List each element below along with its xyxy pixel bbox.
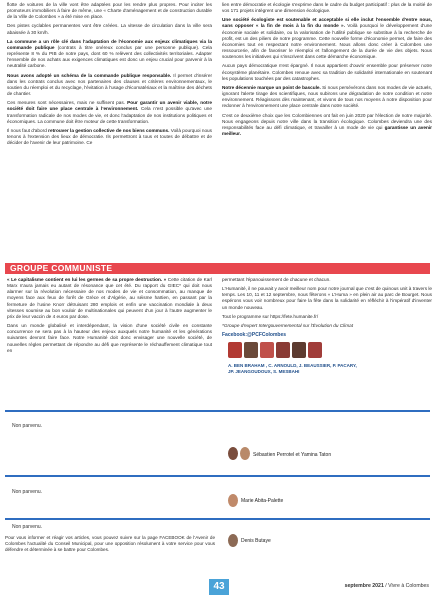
upper-right-column bbox=[222, 2, 432, 140]
paragraph-bold: Pour garantir un avenir viable, notre société doit faire une place centrale à l'environnement. bbox=[7, 100, 212, 112]
paragraph bbox=[222, 323, 432, 329]
paragraph-text: Cela n'est possible qu'avec une transformation radicale de nos modes de vie, et donc l'adaptation de nos institutions politiques et économiques. La commune doit être moteur de cette transformation. bbox=[7, 106, 212, 124]
author-name: Sébastien Perrotel et Yamina Taton bbox=[253, 452, 332, 458]
opposition-note: Pour vous informer et réagir vos articles, vous pouvez suivre sur la page FACEBOOK de l'Avenir de Colombes l'actualité du Conseil Municipal, pour une opposition résolument à votre service pour vous défendre et déterminée à se battre pour Colombes. bbox=[5, 535, 215, 552]
paragraph bbox=[222, 2, 432, 14]
author-photo bbox=[228, 534, 238, 547]
author-name: Denis Butaye bbox=[241, 538, 271, 544]
paragraph-text: Dans un monde globalisé et interdépendant, la vision d'une société civile en constante concurrence ne sera pas à la hauteur des enjeux auxquels notre humanité et les générations suivantes devront faire face. Notre Humanité doit donc envisager une nouvelle société, de nouvelles règles permettant de répondre au défi que représente le réchauffement climatique tout en bbox=[7, 323, 212, 353]
author-photo bbox=[276, 342, 290, 358]
paragraph bbox=[222, 85, 432, 110]
paragraph-bold: Notre décennie marque un point de bascule. bbox=[222, 84, 321, 90]
tribune-divider bbox=[5, 518, 430, 520]
paragraph bbox=[7, 73, 212, 98]
paragraph-text: Il permet d'insérer dans les contrats conclus avec nos partenaires des clauses et critères environnementaux, le soutien du réemploi et du recyclage, l'évitation à l'usage d'écomatériaux et la maîtrise des déchets de chantier. bbox=[7, 72, 213, 97]
author-photo bbox=[308, 342, 322, 358]
paragraph-bold: retrouver la gestion collective de nos biens communs. bbox=[48, 127, 170, 133]
author-photo bbox=[240, 447, 250, 460]
paragraph-text: C'est ce deuxième choix que les Colombiennes ont fait en juin 2020 par l'élection de notre majorité. Nous engageons depuis notre ville dans la transition écologique. Colombes deviendra une des responsabilités face au défi climatique, et travailler à un mode de vie qui bbox=[222, 112, 432, 130]
paragraph bbox=[7, 23, 212, 35]
paragraph-text: Si nous persévérons dans nos modes de vie actuels, ignorant l'alerte tirage des scientifiques, nous subirons une dégradation de notre condition et notre environnement. Réagissons dès maintenant, et vivons de tous nos moyens à notre disposition pour redonner à l'environnement une place centrale dans notre société. bbox=[222, 84, 432, 109]
footer-text bbox=[345, 583, 429, 589]
paragraph bbox=[7, 277, 212, 320]
upper-left-column bbox=[7, 2, 212, 149]
tribune-status: Non parvenu. bbox=[12, 423, 43, 429]
paragraph-bold: « Le capitalisme contient en lui les germes de sa propre destruction. » bbox=[7, 277, 167, 282]
tribune-divider bbox=[5, 410, 430, 412]
tribune-status: Non parvenu. bbox=[12, 524, 43, 530]
tribune-status: Non parvenu. bbox=[12, 489, 43, 495]
paragraph-text: flotte de voitures de la ville vont être adaptées pour les rendre plus propres. Pour inciter les promoteurs immobiliers à faire de même, une « Charte d'aménagement et de construction durable de la Ville de Colombes » a été mise en place. bbox=[7, 2, 212, 20]
communist-left-column bbox=[7, 277, 212, 357]
footer-magazine: / Vivre à Colombes bbox=[383, 583, 429, 589]
authors-list bbox=[228, 363, 357, 375]
paragraph-bold: Une société écologiste est soutenable et acceptable si elle inclut l'ensemble d'entre nous, sans opposer « la fin de mois à la fin du monde ». bbox=[222, 17, 432, 29]
paragraph bbox=[7, 39, 212, 70]
footnote: *Groupe d'expert Intergouvernemental sur l'Évolution du Climat bbox=[222, 322, 354, 328]
author-photo bbox=[228, 342, 242, 358]
paragraph bbox=[222, 314, 432, 320]
paragraph-text: Tout le programme sur https://fete.humanite.fr/ bbox=[222, 313, 319, 319]
author-name: Marie Abita-Palette bbox=[241, 498, 284, 504]
authors-photos bbox=[228, 342, 322, 358]
paragraph bbox=[7, 100, 212, 125]
paragraph-text: Il nous faut d'abord bbox=[7, 127, 49, 133]
author-photo bbox=[244, 342, 258, 358]
section-heading: GROUPE COMMUNISTE bbox=[10, 263, 113, 273]
paragraph-text: Voilà pourquoi le développement d'une économie sociale et solidaire, ou la valorisation de l'utilité publique se substitue à la recherche de profit, est un des piliers de notre programme. Cette nouvelle forme d'économie permet, de faire des économies tout en respectant notre environnement. Nous allons donc créer à Colombes une ressourcerie, afin de favoriser le réemploi et l'allongement de la durée de vie des objets. Nous soutenons les initiatives qui s'inscrivent dans cette démarche économique. bbox=[222, 23, 433, 60]
paragraph bbox=[7, 2, 212, 20]
paragraph bbox=[222, 286, 432, 311]
paragraph-text: lien entre démocratie et écologie s'exprime dans le cadre du budget participatif : plus de la moitié de vos 171 projets intègrent une dimension écologique. bbox=[222, 2, 432, 14]
tribune-divider bbox=[5, 475, 430, 477]
paragraph-text: Cette citation de Karl Marx n'aura jamais eu autant de résonance que cet été. Du rapport du GIEC* qui doit nous alarmer sur la révolution nécessaire de nos modes de vie et consommation, au manque de moyens face aux feux de forêt de Grèce et d'Algérie, au séisme haïtien, en passant par la fermeture de l'usine Knorr détruisant 280 emplois et enfin une vaccination mondiale à deux vitesses soumise au bon vouloir de multinationales qui peuvent d'un jour à l'autre augmenter le prix de leur vaccin de 4 euros par dose. bbox=[7, 277, 212, 319]
paragraph bbox=[7, 128, 212, 146]
paragraph bbox=[222, 113, 432, 138]
paragraph-bold: Nous avons adopté un schéma de la commande publique responsable. bbox=[7, 72, 172, 78]
paragraph bbox=[222, 63, 432, 81]
paragraph-text: Des pistes cyclables permanentes vont être créées. La vitesse de circulation dans la ville sera abaissée à 30 km/h. bbox=[7, 23, 212, 35]
paragraph-text: L'Humanité, il ne pouvait y avoir meilleur nom pour notre journal que c'est de quinous unit à travers le temps. Les 10, 11 et 12 septembre, nous fêterons « L'Huma » en plein air au parc de Bourget. Nous espérons vous voir nombreux pour faire la fête dans la solidarité en réfléchir à l'impératif d'inventer un monde nouveau. bbox=[222, 286, 432, 310]
footer-month: septembre 2021 bbox=[344, 583, 384, 589]
paragraph-text: permettant l'épanouissement de chacune et chacun. bbox=[222, 277, 331, 282]
paragraph bbox=[222, 17, 432, 60]
paragraph-bold: garantisse un avenir meilleur. bbox=[222, 124, 432, 136]
paragraph-bold: La commune a un rôle clé dans l'adaptation de l'économie aux enjeux climatiques via la commande publique bbox=[7, 38, 212, 50]
authors-line: A. BEN BRAHAM , C. ARNOULD, J. BEAUSSIER, P. PACARY, bbox=[228, 363, 357, 368]
paragraph-text: Aucun pays démocratique n'est épargné. Il nous appartient d'ouvrir ensemble pour préserver notre écosystème planétaire. Colombes renoue avec sa tradition de solidarité internationale en soutenant les populations touchées par des catastrophes. bbox=[222, 63, 432, 81]
facebook-handle[interactable]: Facebook:@PCFColombes bbox=[222, 332, 287, 339]
paragraph-text: Voilà pourquoi nous tenons à l'extension des lieux de démocratie. Ils permettront à tous et toutes de débattre et de décider de l'avenir de leur patrimoine. Ce bbox=[7, 127, 213, 146]
paragraph-text: Ces mesures sont nécessaires, mais ne suffisent pas. bbox=[7, 100, 128, 106]
author-photo bbox=[292, 342, 306, 358]
paragraph-text: (contrats à titre onéreux conclus par une personne publique). Cela représente 8 % du PIB de notre pays, dont 60 % relèvent des collectivités territoriales. Adapter l'ensemble de nos achats aux exigences climatiques est donc un enjeu crucial pour parvenir à la neutralité carbone. bbox=[7, 44, 213, 69]
paragraph bbox=[7, 323, 212, 354]
author-photo bbox=[260, 342, 274, 358]
author-photo bbox=[228, 494, 238, 507]
paragraph bbox=[222, 277, 432, 283]
page-number: 43 bbox=[209, 579, 229, 595]
communist-right-column bbox=[222, 277, 432, 338]
authors-line: JP. JEANGOUDOUX, S. MESBAHI bbox=[228, 369, 300, 374]
author-photo bbox=[228, 447, 238, 460]
